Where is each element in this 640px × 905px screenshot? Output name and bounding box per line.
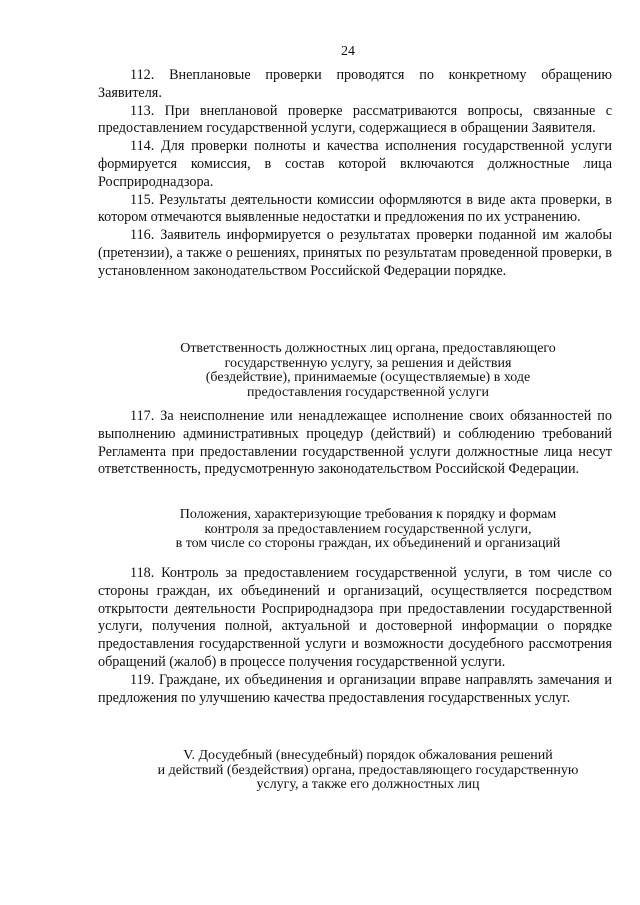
- heading-line: и действий (бездействия) органа, предоставляющего государственную: [157, 762, 579, 778]
- paragraph-119: 119. Граждане, их объединения и организации вправе направлять замечания и предложения по улучшению качества предоставления государственных услуг.: [98, 671, 612, 706]
- heading-line: V. Досудебный (внесудебный) порядок обжалования решений: [183, 748, 553, 763]
- paragraph-114: 114. Для проверки полноты и качества исполнения государственной услуги формируется комиссия, в состав которой включаются должностные лица Росприроднадзора.: [98, 138, 612, 190]
- paragraph-112: 112. Внеплановые проверки проводятся по конкретному обращению Заявителя.: [98, 67, 612, 101]
- page-number: 24: [341, 44, 355, 59]
- heading-section-v: [98, 749, 638, 793]
- paragraph-113: 113. При внеплановой проверке рассматриваются вопросы, связанные с предоставлением государственной услуги, содержащиеся в обращении Заявителя.: [98, 102, 612, 137]
- paragraph-118: 118. Контроль за предоставлением государственной услуги, в том числе со стороны граждан, их объединений и организаций, осуществляется посредством открытости деятельности Росприроднадзора при предоставлении государственной услуги, получения полной, актуальной и достоверной информации о порядке предоставления государственной услуги и возможности досудебного рассмотрения обращений (жалоб) в процессе получения государственной услуги.: [98, 565, 612, 670]
- heading-line: услугу, а также его должностных лиц: [256, 777, 480, 793]
- paragraph-group-inspections: [98, 67, 612, 281]
- heading-line: в том числе со стороны граждан, их объединений и организаций: [175, 536, 561, 552]
- paragraph-117: 117. За неисполнение или ненадлежащее исполнение своих обязанностей по выполнению административных процедур (действий) и соблюдению требований Регламента при предоставлении государственной услуги должностные лица несут ответственность, предусмотренную законодательством Российской Федерации.: [98, 408, 612, 478]
- heading-line: (бездействие), принимаемые (осуществляемые) в ходе: [205, 370, 531, 386]
- heading-line: предоставления государственной услуги: [247, 384, 489, 400]
- heading-responsibility: [98, 342, 638, 400]
- paragraph-116: 116. Заявитель информируется о результатах проверки поданной им жалобы (претензии), а также о решениях, принятых по результатам проведенной проверки, в установленном законодательством Российской Федерации порядке.: [98, 227, 612, 279]
- heading-control: [98, 508, 638, 552]
- heading-line: Положения, характеризующие требования к порядку и формам: [179, 507, 557, 522]
- paragraph-115: 115. Результаты деятельности комиссии оформляются в виде акта проверки, в котором отмечаются выявленные недостатки и предложения по их устранению.: [98, 191, 612, 226]
- heading-line: контроля за предоставлением государственной услуги,: [204, 521, 532, 537]
- heading-line: государственную услугу, за решения и действия: [224, 355, 512, 371]
- paragraph-group-control: [98, 565, 612, 707]
- paragraph-group-responsibility: [98, 408, 612, 479]
- heading-line: Ответственность должностных лиц органа, предоставляющего: [180, 341, 556, 356]
